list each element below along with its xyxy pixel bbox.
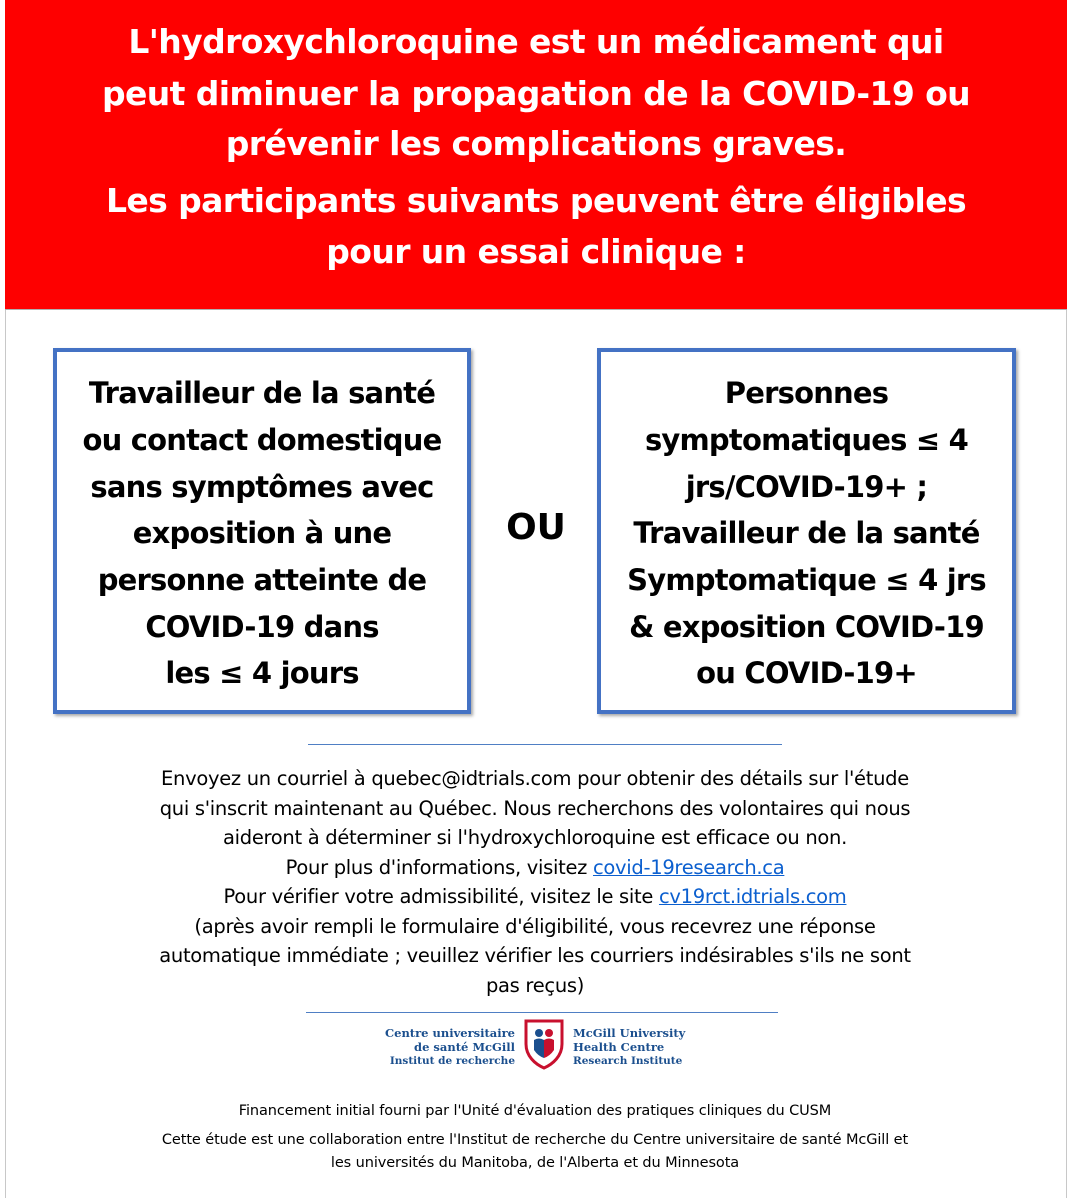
research-site-link[interactable]: covid-19research.ca bbox=[592, 856, 785, 879]
info-line-website bbox=[60, 853, 1010, 883]
box-line: jrs/COVID-19+ ; bbox=[685, 470, 928, 504]
logo-fr-line: Institut de recherche bbox=[389, 1055, 515, 1067]
info-text: Envoyez un courriel à quebec@idtrials.com pour obtenir des détails sur l'étude bbox=[161, 767, 909, 790]
funding-note: Financement initial fourni par l'Unité d'évaluation des pratiques cliniques du CUSM bbox=[238, 1103, 832, 1119]
or-separator: OU bbox=[506, 507, 566, 548]
logo-text-en bbox=[573, 1026, 703, 1068]
info-text: automatique immédiate ; veuillez vérifier les courriers indésirables s'ils ne sont bbox=[159, 944, 911, 967]
info-text: qui s'inscrit maintenant au Québec. Nous recherchons des volontaires qui nous bbox=[159, 797, 911, 820]
info-line-eligibility bbox=[60, 882, 1010, 912]
collaboration-note: les universités du Manitoba, de l'Alberta et du Minnesota bbox=[330, 1155, 740, 1171]
eligibility-box-asymptomatic bbox=[53, 348, 471, 714]
box-line: exposition à une bbox=[132, 516, 392, 550]
headline-line: Les participants suivants peuvent être éligibles bbox=[105, 181, 967, 220]
box-line: ou contact domestique bbox=[82, 423, 442, 457]
logo-fr-line: Centre universitaire bbox=[384, 1026, 515, 1040]
box-line: Symptomatique ≤ 4 jrs bbox=[627, 563, 986, 597]
muhc-crest-icon bbox=[523, 1018, 565, 1070]
box-line: Travailleur de la santé bbox=[633, 516, 980, 550]
box-line: personne atteinte de bbox=[97, 563, 427, 597]
logo-en-line: McGill University bbox=[573, 1026, 686, 1040]
headline-line: L'hydroxychloroquine est un médicament qui bbox=[128, 22, 944, 61]
box-line: Personnes bbox=[724, 376, 889, 410]
box-line: les ≤ 4 jours bbox=[165, 656, 359, 690]
box-line: sans symptômes avec bbox=[90, 470, 434, 504]
headline-banner bbox=[5, 0, 1067, 310]
box-line: symptomatiques ≤ 4 bbox=[644, 423, 969, 457]
headline-line: peut diminuer la propagation de la COVID-19 ou bbox=[101, 74, 971, 113]
logo-en-line: Research Institute bbox=[573, 1055, 683, 1067]
info-text: (après avoir rempli le formulaire d'éligibilité, vous recevrez une réponse bbox=[194, 915, 876, 938]
divider bbox=[308, 744, 782, 745]
headline-line: prévenir les complications graves. bbox=[225, 124, 847, 163]
eligibility-site-link[interactable]: cv19rct.idtrials.com bbox=[658, 885, 847, 908]
box-line: ou COVID-19+ bbox=[696, 656, 917, 690]
box-line: Travailleur de la santé bbox=[88, 376, 436, 410]
divider bbox=[306, 1012, 778, 1013]
logo-text-fr bbox=[380, 1026, 515, 1068]
logo-en-line: Health Centre bbox=[573, 1040, 665, 1054]
box-line: & exposition COVID-19 bbox=[629, 610, 984, 644]
logo-fr-line: de santé McGill bbox=[414, 1040, 515, 1054]
info-text: Pour vérifier votre admissibilité, visitez le site bbox=[223, 885, 659, 908]
muhc-logo bbox=[380, 1018, 700, 1076]
headline-line: pour un essai clinique : bbox=[326, 232, 746, 271]
info-text: pas reçus) bbox=[485, 974, 585, 997]
eligibility-box-symptomatic bbox=[597, 348, 1016, 714]
collaboration-note: Cette étude est une collaboration entre l'Institut de recherche du Centre universitaire de santé McGill et bbox=[161, 1132, 909, 1148]
box-line: COVID-19 dans bbox=[145, 610, 379, 644]
info-text: Pour plus d'informations, visitez bbox=[285, 856, 593, 879]
info-text: aideront à déterminer si l'hydroxychloroquine est efficace ou non. bbox=[222, 826, 848, 849]
